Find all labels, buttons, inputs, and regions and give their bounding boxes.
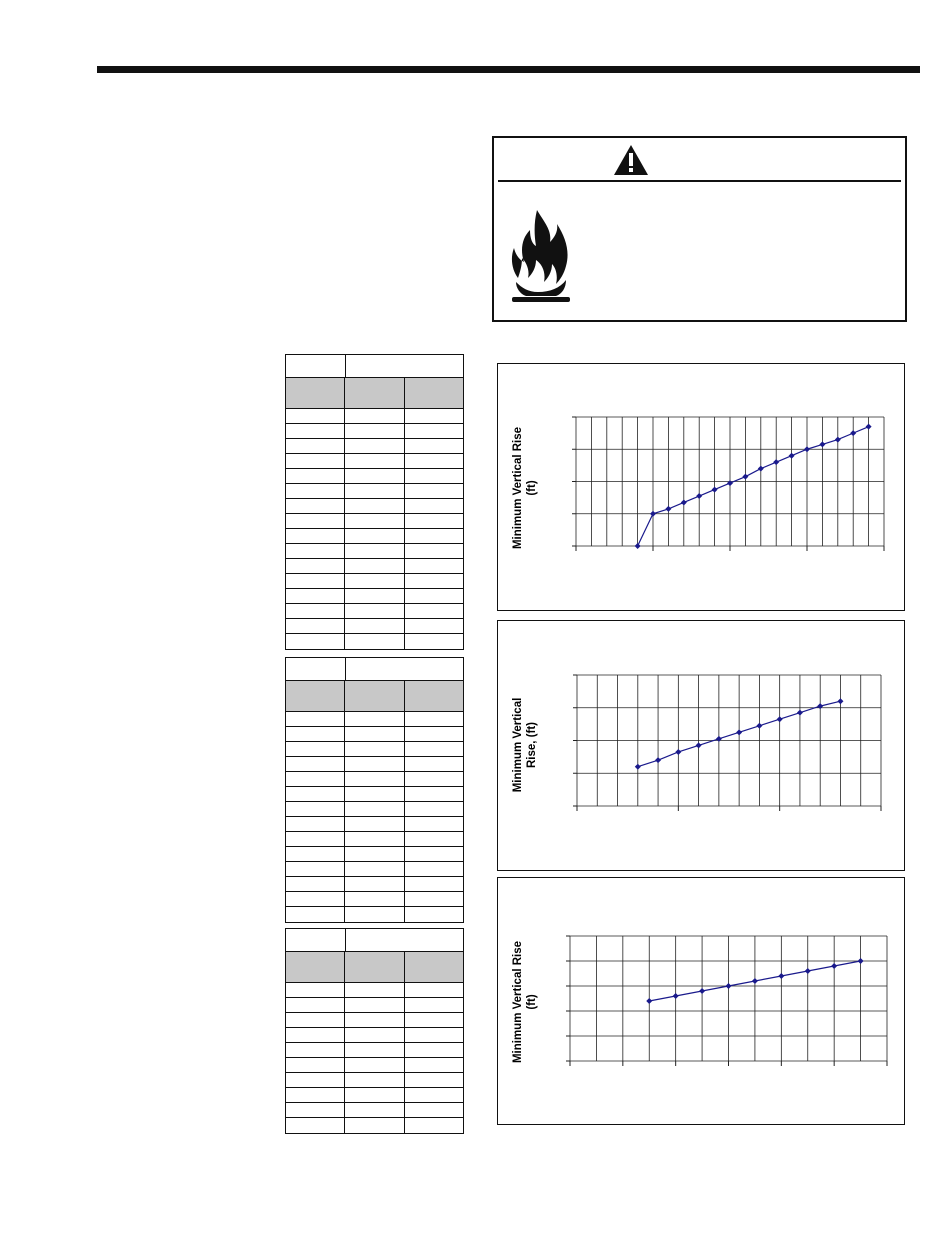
table-cell bbox=[344, 589, 403, 603]
chart-data-point bbox=[696, 493, 702, 499]
table-row bbox=[286, 469, 463, 484]
table-cell bbox=[404, 499, 463, 513]
chart-plot-svg bbox=[498, 364, 904, 610]
table-row bbox=[286, 499, 463, 514]
table-row bbox=[286, 1103, 463, 1118]
table-cell bbox=[286, 757, 344, 771]
table-row bbox=[286, 983, 463, 998]
table-row bbox=[286, 484, 463, 499]
chart-data-point bbox=[817, 703, 823, 709]
table-cell bbox=[344, 604, 403, 618]
table-cell bbox=[404, 757, 463, 771]
table-cell bbox=[286, 439, 344, 453]
table-row bbox=[286, 757, 463, 772]
table-cell bbox=[344, 544, 403, 558]
table-cell bbox=[344, 847, 403, 861]
chart-series-line bbox=[638, 427, 869, 546]
table-cell bbox=[286, 877, 344, 891]
table-cell bbox=[286, 544, 344, 558]
table-cell bbox=[404, 1088, 463, 1102]
table-row bbox=[286, 439, 463, 454]
table-cell bbox=[344, 757, 403, 771]
data-table-3 bbox=[285, 928, 464, 1134]
table-cell bbox=[286, 998, 344, 1012]
table-header bbox=[286, 681, 463, 712]
table-row bbox=[286, 1013, 463, 1028]
table-cell bbox=[286, 1118, 344, 1133]
table-cell bbox=[404, 634, 463, 649]
table-cell bbox=[286, 499, 344, 513]
table-cell bbox=[286, 847, 344, 861]
table-cell bbox=[404, 787, 463, 801]
table-cell bbox=[404, 514, 463, 528]
table-header bbox=[286, 378, 463, 409]
table-row bbox=[286, 998, 463, 1013]
table-cell bbox=[404, 727, 463, 741]
table-cell bbox=[404, 409, 463, 423]
table-cell bbox=[404, 1043, 463, 1057]
table-cell bbox=[344, 439, 403, 453]
table-row bbox=[286, 802, 463, 817]
chart-data-point bbox=[727, 480, 733, 486]
table-cell bbox=[286, 604, 344, 618]
table-cell bbox=[404, 1073, 463, 1087]
chart-data-point bbox=[866, 424, 872, 430]
table-cell bbox=[286, 787, 344, 801]
table-row bbox=[286, 892, 463, 907]
table-cell bbox=[404, 892, 463, 906]
table-row bbox=[286, 1058, 463, 1073]
table-cell bbox=[344, 998, 403, 1012]
table-cell bbox=[344, 469, 403, 483]
chart-data-point bbox=[835, 437, 841, 443]
chart-data-point bbox=[804, 446, 810, 452]
table-cell bbox=[344, 424, 403, 438]
table-cell bbox=[344, 1103, 403, 1117]
table-cell bbox=[344, 772, 403, 786]
table-cell bbox=[286, 862, 344, 876]
table-row bbox=[286, 727, 463, 742]
table-cell bbox=[286, 559, 344, 573]
chart-data-point bbox=[850, 430, 856, 436]
table-cell bbox=[344, 1013, 403, 1027]
warning-triangle-icon bbox=[613, 144, 649, 176]
table-cell bbox=[344, 1088, 403, 1102]
header-rule bbox=[97, 66, 920, 73]
table-cell bbox=[404, 712, 463, 726]
table-row bbox=[286, 1043, 463, 1058]
table-row bbox=[286, 1088, 463, 1103]
table-cell bbox=[344, 1073, 403, 1087]
table-cell bbox=[404, 1058, 463, 1072]
warning-box bbox=[492, 136, 907, 322]
chart-data-point bbox=[696, 742, 702, 748]
table-row bbox=[286, 862, 463, 877]
table-cell bbox=[286, 1013, 344, 1027]
chart-data-point bbox=[646, 998, 652, 1004]
table-row bbox=[286, 787, 463, 802]
table-cell bbox=[404, 559, 463, 573]
table-cell bbox=[344, 619, 403, 633]
table-cell bbox=[286, 772, 344, 786]
table-cell bbox=[404, 1028, 463, 1042]
table-cell bbox=[404, 832, 463, 846]
table-row bbox=[286, 817, 463, 832]
table-cell bbox=[344, 574, 403, 588]
table-cell bbox=[404, 1118, 463, 1133]
table-cell bbox=[286, 817, 344, 831]
table-cell bbox=[404, 998, 463, 1012]
table-cell bbox=[344, 983, 403, 997]
chart-data-point bbox=[699, 988, 705, 994]
table-row bbox=[286, 1073, 463, 1088]
table-cell bbox=[286, 742, 344, 756]
table-cell bbox=[404, 742, 463, 756]
table-cell bbox=[404, 544, 463, 558]
table-cell bbox=[404, 619, 463, 633]
table-cell bbox=[404, 772, 463, 786]
chart-y-axis-label: Minimum Vertical Rise (ft) bbox=[512, 940, 538, 1064]
table-cell bbox=[286, 1028, 344, 1042]
table-cell bbox=[404, 574, 463, 588]
table-cell bbox=[404, 484, 463, 498]
table-row bbox=[286, 409, 463, 424]
table-row bbox=[286, 742, 463, 757]
chart-plot-svg bbox=[498, 621, 904, 870]
table-cell bbox=[344, 802, 403, 816]
chart-data-point bbox=[805, 968, 811, 974]
table-row bbox=[286, 424, 463, 439]
chart-data-point bbox=[665, 506, 671, 512]
table-cell bbox=[404, 907, 463, 922]
chart-data-point bbox=[777, 716, 783, 722]
table-header bbox=[286, 952, 463, 983]
table-cell bbox=[344, 514, 403, 528]
table-cell bbox=[286, 802, 344, 816]
table-cell bbox=[404, 1013, 463, 1027]
chart-plot-svg bbox=[498, 878, 904, 1124]
table-row bbox=[286, 544, 463, 559]
table-cell bbox=[404, 877, 463, 891]
chart-data-point bbox=[797, 710, 803, 716]
chart-data-point bbox=[635, 764, 641, 770]
table-title bbox=[286, 929, 463, 952]
table-cell bbox=[286, 1058, 344, 1072]
chart-data-point bbox=[673, 993, 679, 999]
table-cell bbox=[344, 907, 403, 922]
table-row bbox=[286, 529, 463, 544]
chart-data-point bbox=[736, 729, 742, 735]
table-cell bbox=[286, 409, 344, 423]
table-cell bbox=[286, 1088, 344, 1102]
warning-divider bbox=[498, 180, 901, 182]
table-cell bbox=[344, 454, 403, 468]
table-cell bbox=[404, 817, 463, 831]
table-cell bbox=[404, 604, 463, 618]
chart-data-point bbox=[758, 466, 764, 472]
table-cell bbox=[286, 424, 344, 438]
table-cell bbox=[404, 1103, 463, 1117]
table-cell bbox=[344, 727, 403, 741]
table-cell bbox=[286, 832, 344, 846]
table-cell bbox=[286, 892, 344, 906]
table-row bbox=[286, 907, 463, 922]
flame-icon bbox=[506, 208, 576, 304]
table-title bbox=[286, 355, 463, 378]
table-row bbox=[286, 589, 463, 604]
table-cell bbox=[404, 454, 463, 468]
table-cell bbox=[404, 983, 463, 997]
table-cell bbox=[286, 907, 344, 922]
chart-data-point bbox=[681, 499, 687, 505]
table-cell bbox=[344, 742, 403, 756]
chart-data-point bbox=[742, 474, 748, 480]
table-cell bbox=[286, 589, 344, 603]
table-cell bbox=[404, 469, 463, 483]
table-cell bbox=[344, 1043, 403, 1057]
table-row bbox=[286, 604, 463, 619]
table-cell bbox=[404, 862, 463, 876]
table-cell bbox=[404, 439, 463, 453]
chart-data-point bbox=[819, 441, 825, 447]
chart-data-point bbox=[635, 543, 641, 549]
table-cell bbox=[286, 574, 344, 588]
table-row bbox=[286, 454, 463, 469]
table-cell bbox=[344, 832, 403, 846]
table-cell bbox=[404, 424, 463, 438]
data-table-2 bbox=[285, 657, 464, 923]
chart-y-axis-label: Minimum Vertical Rise, (ft) bbox=[512, 697, 538, 793]
table-cell bbox=[344, 529, 403, 543]
chart-data-point bbox=[837, 698, 843, 704]
table-cell bbox=[344, 409, 403, 423]
table-cell bbox=[404, 802, 463, 816]
chart-data-point bbox=[752, 978, 758, 984]
chart-2 bbox=[497, 620, 905, 871]
table-row bbox=[286, 832, 463, 847]
table-cell bbox=[286, 634, 344, 649]
table-cell bbox=[286, 727, 344, 741]
chart-data-point bbox=[756, 723, 762, 729]
table-cell bbox=[344, 1118, 403, 1133]
chart-y-axis-label: Minimum Vertical Rise (ft) bbox=[512, 426, 538, 550]
data-table-1 bbox=[285, 354, 464, 650]
table-row bbox=[286, 574, 463, 589]
table-cell bbox=[286, 529, 344, 543]
chart-3 bbox=[497, 877, 905, 1125]
table-cell bbox=[404, 529, 463, 543]
table-cell bbox=[344, 484, 403, 498]
table-row bbox=[286, 772, 463, 787]
table-row bbox=[286, 1028, 463, 1043]
table-cell bbox=[286, 619, 344, 633]
chart-data-point bbox=[712, 487, 718, 493]
table-cell bbox=[344, 787, 403, 801]
table-title bbox=[286, 658, 463, 681]
table-cell bbox=[286, 1073, 344, 1087]
table-cell bbox=[344, 1058, 403, 1072]
table-cell bbox=[344, 634, 403, 649]
table-cell bbox=[344, 712, 403, 726]
chart-1 bbox=[497, 363, 905, 611]
chart-data-point bbox=[650, 511, 656, 517]
table-cell bbox=[344, 1028, 403, 1042]
table-row bbox=[286, 847, 463, 862]
table-cell bbox=[286, 454, 344, 468]
table-cell bbox=[404, 589, 463, 603]
table-cell bbox=[286, 484, 344, 498]
table-cell bbox=[286, 1103, 344, 1117]
chart-data-point bbox=[789, 453, 795, 459]
chart-data-point bbox=[726, 983, 732, 989]
chart-data-point bbox=[716, 736, 722, 742]
table-row bbox=[286, 514, 463, 529]
table-cell bbox=[344, 862, 403, 876]
table-cell bbox=[286, 514, 344, 528]
table-cell bbox=[286, 983, 344, 997]
table-cell bbox=[344, 877, 403, 891]
table-row bbox=[286, 559, 463, 574]
table-row bbox=[286, 634, 463, 649]
table-row bbox=[286, 1118, 463, 1133]
table-row bbox=[286, 877, 463, 892]
table-cell bbox=[344, 892, 403, 906]
chart-data-point bbox=[773, 459, 779, 465]
table-cell bbox=[404, 847, 463, 861]
table-cell bbox=[344, 817, 403, 831]
table-cell bbox=[286, 1043, 344, 1057]
table-row bbox=[286, 619, 463, 634]
chart-data-point bbox=[655, 757, 661, 763]
chart-data-point bbox=[675, 749, 681, 755]
chart-data-point bbox=[858, 958, 864, 964]
table-cell bbox=[344, 499, 403, 513]
table-cell bbox=[286, 712, 344, 726]
chart-data-point bbox=[831, 963, 837, 969]
table-cell bbox=[344, 559, 403, 573]
table-cell bbox=[286, 469, 344, 483]
table-row bbox=[286, 712, 463, 727]
chart-data-point bbox=[778, 973, 784, 979]
